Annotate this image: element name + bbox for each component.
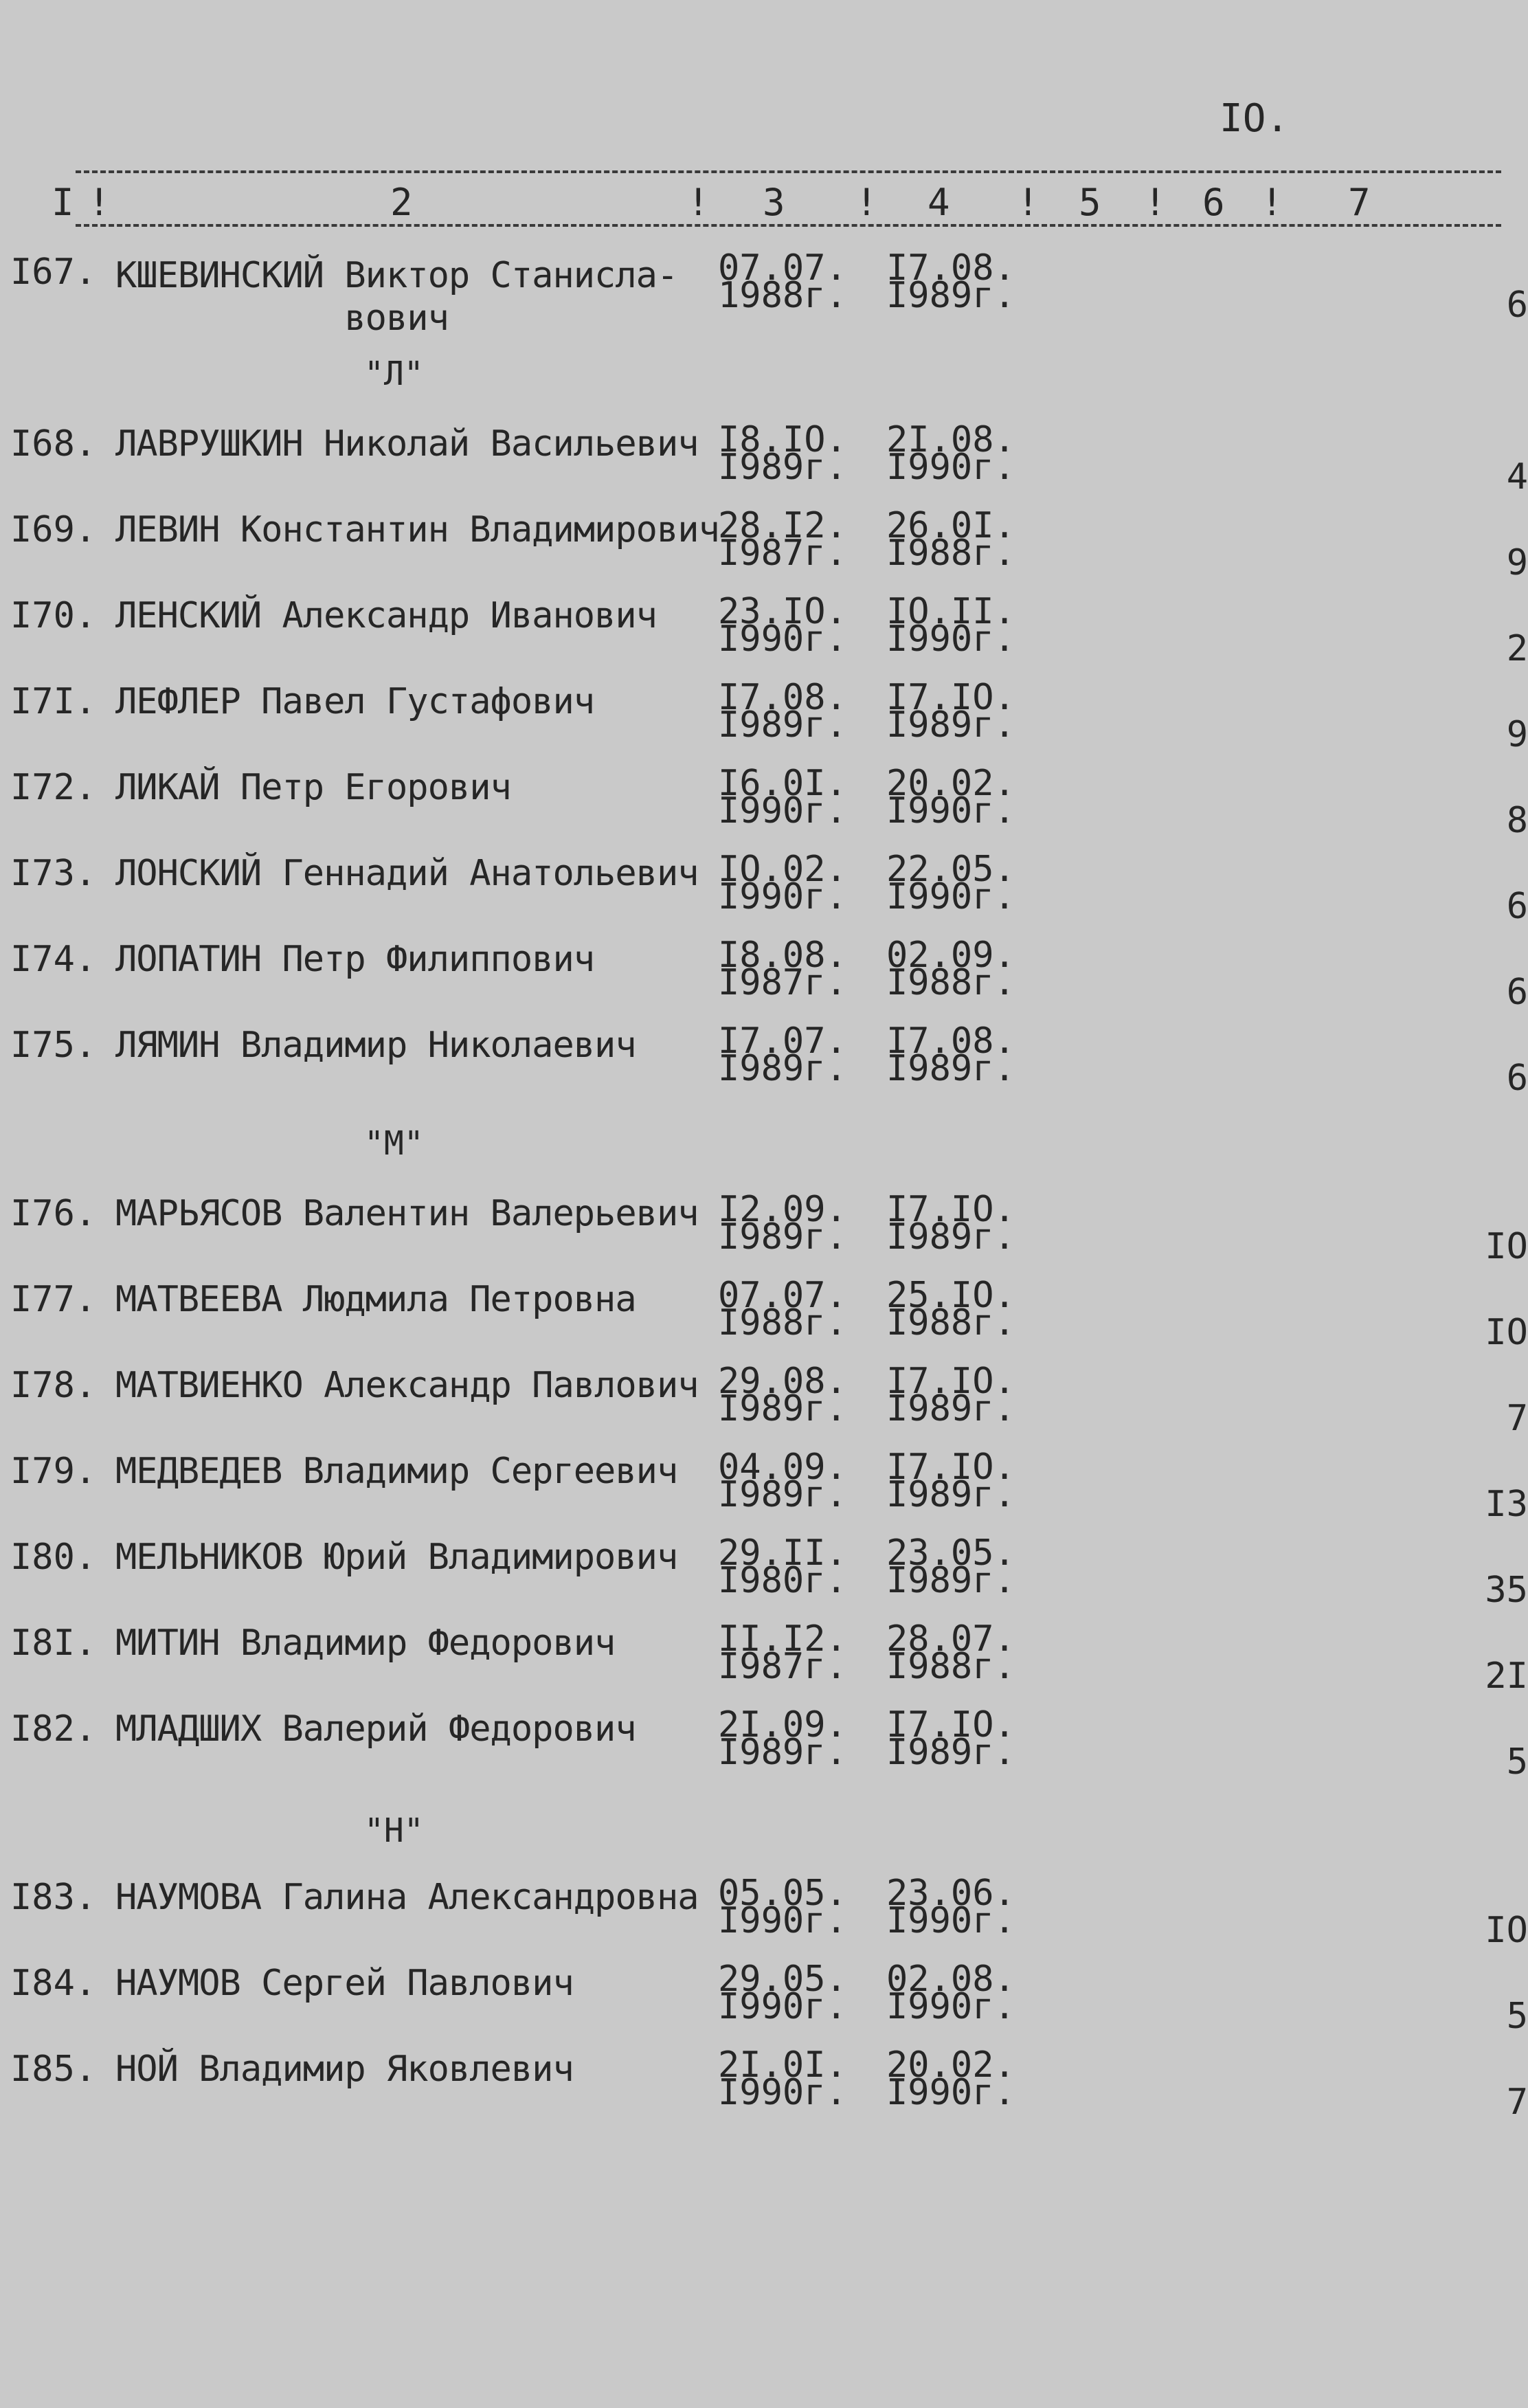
row-number: I67.: [10, 252, 97, 293]
end-date: I7.IO. I989г.: [886, 1447, 1015, 1515]
table-row: [0, 849, 1528, 927]
row-number: I68.: [10, 423, 97, 465]
person-name: НОЙ Владимир Яковлевич: [115, 2049, 574, 2090]
header-col-7: 7: [1348, 181, 1371, 224]
duration-value: IO: [1485, 1910, 1528, 1951]
person-name: МЕЛЬНИКОВ Юрий Владимирович: [115, 1537, 678, 1578]
table-row: [0, 677, 1528, 755]
end-date: 23.06. I990г.: [886, 1873, 1015, 1941]
start-date: 29.08. I989г.: [718, 1361, 847, 1429]
header-col-5: 5: [1079, 181, 1101, 224]
row-number: I82.: [10, 1708, 97, 1750]
row-number: I72.: [10, 767, 97, 808]
header-col-2: 2: [390, 181, 413, 224]
end-date: 02.09. I988г.: [886, 935, 1015, 1003]
row-number: I83.: [10, 1877, 97, 1918]
row-number: I74.: [10, 939, 97, 980]
start-date: I2.09. I989г.: [718, 1189, 847, 1258]
duration-value: 5: [1506, 1996, 1528, 2037]
person-name: ЛЕНСКИЙ Александр Иванович: [115, 595, 657, 636]
start-date: II.I2. I987г.: [718, 1618, 847, 1687]
end-date: I7.08. I989г.: [886, 247, 1015, 316]
header-rule-bottom: [76, 224, 1501, 227]
table-row: [0, 1189, 1528, 1267]
row-number: I78.: [10, 1365, 97, 1406]
duration-value: 7: [1506, 2082, 1528, 2123]
row-number: I75.: [10, 1025, 97, 1066]
person-name: ЛОНСКИЙ Геннадий Анатольевич: [115, 853, 699, 894]
person-name: МИТИН Владимир Федорович: [115, 1623, 616, 1664]
duration-value: 4: [1506, 456, 1528, 498]
start-date: 23.IO. I990г.: [718, 591, 847, 660]
duration-value: I3: [1485, 1484, 1528, 1525]
person-name: НАУМОВА Галина Александровна: [115, 1877, 699, 1918]
table-row: [0, 1959, 1528, 2037]
row-number: I73.: [10, 853, 97, 894]
end-date: 20.02. I990г.: [886, 2044, 1015, 2113]
start-date: I6.0I. I990г.: [718, 763, 847, 832]
table-row: [0, 1532, 1528, 1611]
header-sep-4: !: [1017, 181, 1040, 224]
row-number: I7I.: [10, 681, 97, 722]
start-date: I7.08. I989г.: [718, 677, 847, 746]
person-name: ЛЯМИН Владимир Николаевич: [115, 1025, 636, 1066]
header-sep-3: !: [855, 181, 878, 224]
end-date: 25.IO. I988г.: [886, 1275, 1015, 1344]
end-date: I7.IO. I989г.: [886, 1361, 1015, 1429]
duration-value: 8: [1506, 800, 1528, 841]
person-name: ЛЕФЛЕР Павел Густафович: [115, 681, 595, 722]
person-name: ЛИКАЙ Петр Егорович: [115, 767, 511, 808]
table-row: [0, 1618, 1528, 1697]
start-date: 07.07. 1988г.: [718, 247, 847, 316]
end-date: IO.II. I990г.: [886, 591, 1015, 660]
end-date: I7.IO. I989г.: [886, 1189, 1015, 1258]
table-row: [0, 505, 1528, 583]
table-row: [0, 763, 1528, 841]
table-row: [0, 2044, 1528, 2123]
person-name: НАУМОВ Сергей Павлович: [115, 1963, 574, 2004]
end-date: 28.07. I988г.: [886, 1618, 1015, 1687]
person-name: МАТВИЕНКО Александр Павлович: [115, 1365, 699, 1406]
duration-value: 2: [1506, 628, 1528, 669]
end-date: 26.0I. I988г.: [886, 505, 1015, 574]
row-number: I77.: [10, 1279, 97, 1320]
section-heading-m: "М": [364, 1124, 424, 1163]
table-row: [0, 591, 1528, 669]
end-date: 20.02. I990г.: [886, 763, 1015, 832]
person-name: ЛЕВИН Константин Владимирович: [115, 509, 719, 550]
table-row: [0, 1447, 1528, 1525]
table-row: [0, 1361, 1528, 1439]
start-date: 2I.0I. I990г.: [718, 2044, 847, 2113]
header-sep-6: !: [1261, 181, 1283, 224]
start-date: I8.08. I987г.: [718, 935, 847, 1003]
row-number: I76.: [10, 1193, 97, 1234]
table-row: [0, 247, 1528, 339]
person-name: МАРЬЯСОВ Валентин Валерьевич: [115, 1193, 699, 1234]
person-name: ЛОПАТИН Петр Филиппович: [115, 939, 595, 980]
row-number: I8I.: [10, 1623, 97, 1664]
header-rule-top: [76, 170, 1501, 173]
row-number: I70.: [10, 595, 97, 636]
start-date: 04.09. I989г.: [718, 1447, 847, 1515]
person-name: МЛАДШИХ Валерий Федорович: [115, 1708, 636, 1750]
duration-value: IO: [1485, 1312, 1528, 1353]
header-sep-1: !: [88, 181, 111, 224]
end-date: 22.05. I990г.: [886, 849, 1015, 917]
person-name: МЕДВЕДЕВ Владимир Сергеевич: [115, 1451, 678, 1492]
header-sep-5: !: [1144, 181, 1167, 224]
duration-value: 9: [1506, 542, 1528, 583]
header-col-3: 3: [763, 181, 785, 224]
section-heading-n: "Н": [364, 1811, 424, 1850]
duration-value: 6: [1506, 972, 1528, 1013]
end-date: 02.08. I990г.: [886, 1959, 1015, 2027]
end-date: I7.IO. I989г.: [886, 1704, 1015, 1773]
person-name: КШЕВИНСКИЙ Виктор Станисла- вович: [115, 255, 678, 339]
start-date: I8.IO. I989г.: [718, 419, 847, 488]
end-date: 23.05. I989г.: [886, 1532, 1015, 1601]
duration-value: 35: [1485, 1570, 1528, 1611]
start-date: 29.05. I990г.: [718, 1959, 847, 2027]
duration-value: IO: [1485, 1226, 1528, 1267]
start-date: IO.02. I990г.: [718, 849, 847, 917]
table-row: [0, 1275, 1528, 1353]
header-col-1: I: [52, 181, 74, 224]
duration-value: 6: [1506, 285, 1528, 326]
header-col-4: 4: [928, 181, 950, 224]
table-row: [0, 1704, 1528, 1783]
start-date: 07.07. I988г.: [718, 1275, 847, 1344]
table-row: [0, 1873, 1528, 1951]
duration-value: 7: [1506, 1398, 1528, 1439]
table-row: [0, 935, 1528, 1013]
start-date: I7.07. I989г.: [718, 1021, 847, 1089]
end-date: I7.08. I989г.: [886, 1021, 1015, 1089]
table-row: [0, 419, 1528, 498]
row-number: I85.: [10, 2049, 97, 2090]
end-date: I7.IO. I989г.: [886, 677, 1015, 746]
page-number: IO.: [1220, 96, 1290, 141]
row-number: I84.: [10, 1963, 97, 2004]
section-heading-l: "Л": [364, 355, 424, 393]
start-date: 29.II. I980г.: [718, 1532, 847, 1601]
start-date: 05.05. I990г.: [718, 1873, 847, 1941]
row-number: I69.: [10, 509, 97, 550]
row-number: I79.: [10, 1451, 97, 1492]
person-name: ЛАВРУШКИН Николай Васильевич: [115, 423, 699, 465]
header-col-6: 6: [1202, 181, 1225, 224]
duration-value: 5: [1506, 1741, 1528, 1783]
duration-value: 2I: [1485, 1656, 1528, 1697]
table-row: [0, 1021, 1528, 1099]
duration-value: 6: [1506, 886, 1528, 927]
person-name: МАТВЕЕВА Людмила Петровна: [115, 1279, 636, 1320]
duration-value: 6: [1506, 1058, 1528, 1099]
row-number: I80.: [10, 1537, 97, 1578]
header-sep-2: !: [687, 181, 710, 224]
duration-value: 9: [1506, 714, 1528, 755]
start-date: 2I.09. I989г.: [718, 1704, 847, 1773]
start-date: 28.I2. I987г.: [718, 505, 847, 574]
end-date: 2I.08. I990г.: [886, 419, 1015, 488]
